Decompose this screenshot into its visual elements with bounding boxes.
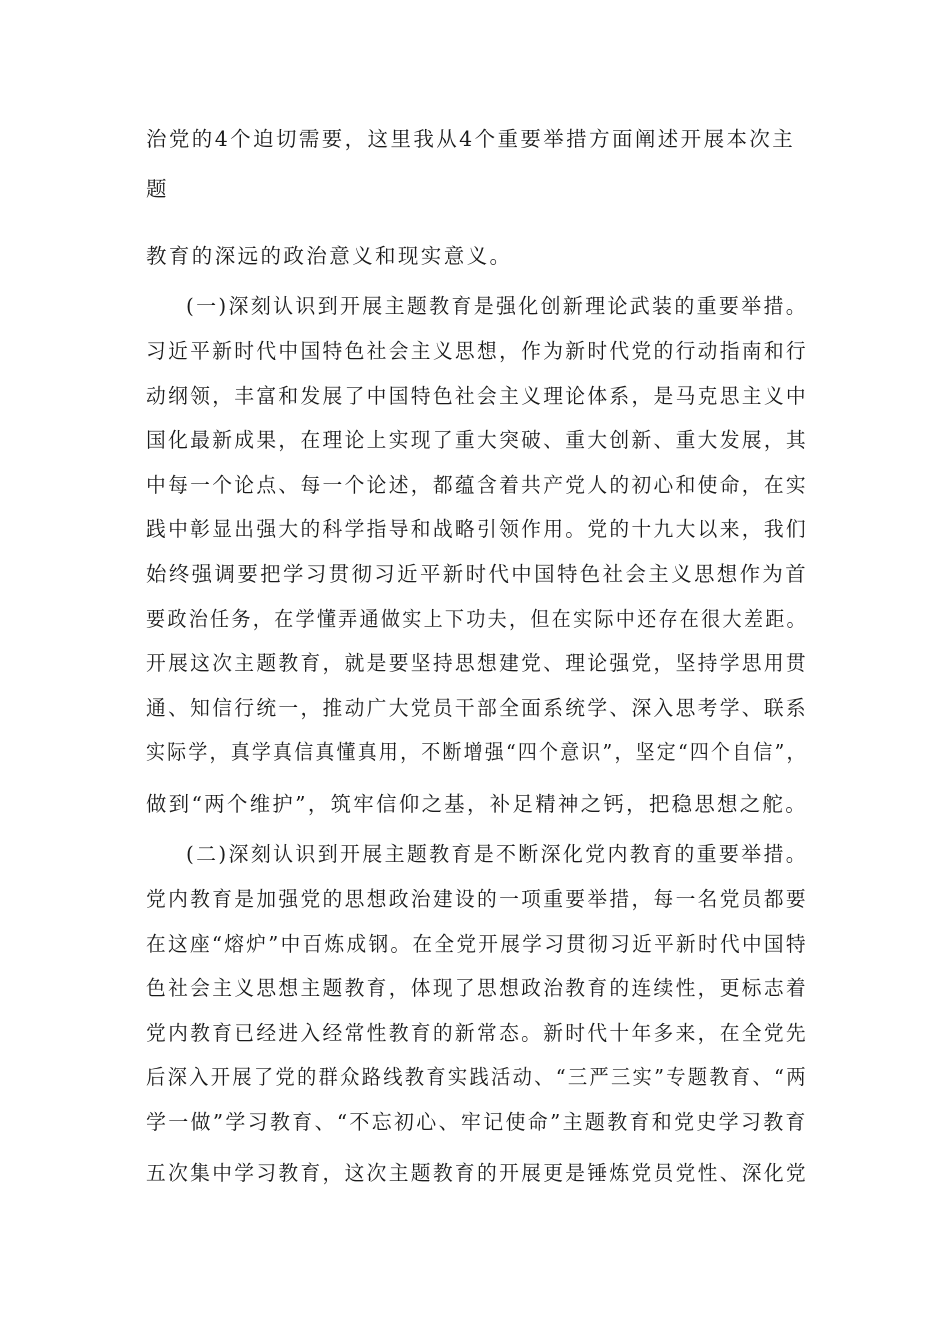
- text-line: 动纲领，丰富和发展了中国特色社会主义理论体系，是马克思主义中: [146, 384, 808, 408]
- text-line: 习近平新时代中国特色社会主义思想，作为新时代党的行动指南和行: [146, 339, 808, 363]
- text-line: 要政治任务，在学懂弄通做实上下功夫，但在实际中还存在很大差距。: [146, 607, 808, 631]
- text-line: 开展这次主题教育，就是要坚持思想建党、理论强党，坚持学思用贯: [146, 651, 808, 675]
- text-line: 在这座“熔炉”中百炼成钢。在全党开展学习贯彻习近平新时代中国特: [146, 932, 808, 956]
- text-line: 国化最新成果，在理论上实现了重大突破、重大创新、重大发展，其: [146, 428, 808, 452]
- text-line: 教育的深远的政治意义和现实意义。: [146, 244, 513, 268]
- text-line: 五次集中学习教育，这次主题教育的开展更是锤炼党员党性、深化党: [146, 1161, 808, 1185]
- text-line: 通、知信行统一，推动广大党员干部全面系统学、深入思考学、联系: [146, 696, 808, 720]
- text-line: 始终强调要把学习贯彻习近平新时代中国特色社会主义思想作为首: [146, 562, 809, 586]
- text-line: 党内教育已经进入经常性教育的新常态。新时代十年多来，在全党先: [146, 1021, 808, 1045]
- text-line: 党内教育是加强党的思想政治建设的一项重要举措，每一名党员都要: [146, 887, 808, 911]
- text-line: 治党的4个迫切需要，这里我从4个重要举措方面阐述开展本次主: [146, 127, 796, 151]
- text-line: 题: [146, 177, 169, 201]
- section-heading: (一)深刻认识到开展主题教育是强化创新理论武装的重要举措。: [186, 294, 809, 318]
- text-line: 色社会主义思想主题教育，体现了思想政治教育的连续性，更标志着: [146, 976, 808, 1000]
- text-line: 中每一个论点、每一个论述，都蕴含着共产党人的初心和使命，在实: [146, 473, 808, 497]
- text-line: 实际学，真学真信真懂真用，不断增强“四个意识”，坚定“四个自信”，: [146, 740, 808, 764]
- text-line: 学一做”学习教育、“不忘初心、牢记使命”主题教育和党史学习教育: [146, 1110, 808, 1134]
- text-line: 后深入开展了党的群众路线教育实践活动、“三严三实”专题教育、“两: [146, 1065, 808, 1089]
- text-line: 做到“两个维护”，筑牢信仰之基，补足精神之钙，把稳思想之舵。: [146, 792, 808, 816]
- section-heading: (二)深刻认识到开展主题教育是不断深化党内教育的重要举措。: [186, 842, 809, 866]
- text-line: 践中彰显出强大的科学指导和战略引领作用。党的十九大以来，我们: [146, 517, 808, 541]
